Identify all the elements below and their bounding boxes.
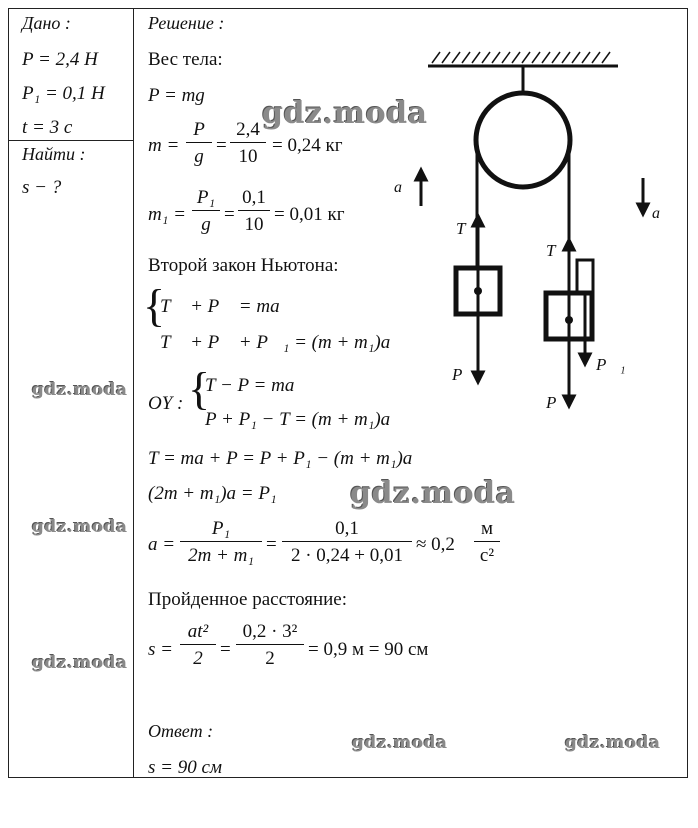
system1-brace: { — [143, 280, 166, 331]
a-lhs: a = — [148, 534, 176, 555]
answer-header: Ответ : — [148, 721, 214, 741]
m-frac2-num: 2,4 — [236, 119, 260, 140]
a-frac2-num: 0,1 — [335, 518, 359, 539]
watermark: gdz.moda — [262, 96, 428, 131]
watermark: gdz.moda — [350, 476, 516, 511]
P-formula: P = mg — [148, 85, 205, 106]
s-eq1: = — [220, 639, 231, 660]
s-frac2-den: 2 — [236, 644, 304, 668]
label-a-up: a⃗ — [394, 179, 415, 196]
weight-title: Вес тела: — [148, 49, 223, 70]
system2-brace: { — [188, 363, 211, 414]
m-result: = 0,24 кг — [272, 135, 343, 156]
system2-line1: T − P = ma — [205, 375, 295, 396]
label-T-left: T⃗ — [456, 219, 479, 238]
solution-header: Решение : — [148, 13, 225, 33]
watermark: gdz.moda — [32, 653, 128, 673]
label-P-right: P⃗ — [546, 393, 570, 412]
system2-line2: P + P₁ − T = (m + m₁)a — [205, 409, 391, 430]
a-frac1-num: P₁ — [211, 518, 231, 539]
s-lhs: s = — [148, 639, 173, 660]
watermark: gdz.moda — [565, 733, 661, 753]
a-eq1: = — [266, 534, 277, 555]
small-load — [577, 260, 593, 293]
find-s: s − ? — [22, 177, 62, 198]
m1-frac1-den: g — [192, 210, 220, 234]
distance-title: Пройденное расстояние: — [148, 589, 348, 610]
given-header: Дано : — [22, 13, 71, 33]
system1-line1: T⃗ + P⃗ = ma⃗ — [160, 296, 295, 317]
m1-frac2-den: 10 — [238, 210, 270, 234]
a-frac2-den: 2 · 0,24 + 0,01 — [282, 541, 412, 565]
label-P-left: P⃗ — [452, 365, 476, 384]
m-frac1-num: P — [193, 119, 205, 140]
s-frac2-num: 0,2 · 3² — [242, 621, 298, 642]
m-eq1: = — [216, 135, 227, 156]
watermark: gdz.moda — [352, 733, 448, 753]
m1-result: = 0,01 кг — [274, 204, 345, 225]
ceiling-hatching — [432, 52, 610, 63]
m1-frac2-num: 0,1 — [242, 187, 266, 208]
watermark: gdz.moda — [32, 517, 128, 537]
given-P1: P₁ = 0,1 Н — [22, 83, 105, 104]
s-frac1-num: at² — [187, 621, 209, 642]
m1-eq1: = — [224, 204, 235, 225]
a-approx: ≈ 0,2 — [416, 534, 455, 555]
s-frac1-den: 2 — [180, 644, 216, 668]
watermark: gdz.moda — [32, 380, 128, 400]
label-P1: P⃗₁ — [596, 355, 626, 374]
s-result: = 0,9 м = 90 см — [308, 639, 429, 660]
label-T-right: T⃗ — [546, 241, 569, 260]
eq-T: T = ma + P = P + P₁ − (m + m₁)a — [148, 448, 413, 469]
m1-lhs: m₁ = — [148, 204, 186, 225]
eq-2m: (2m + m₁)a = P₁ — [148, 483, 277, 504]
find-header: Найти : — [22, 144, 86, 164]
a-unit-den: с² — [474, 541, 500, 565]
given-P: P = 2,4 Н — [22, 49, 98, 70]
label-a-down: a⃗ — [652, 205, 673, 222]
system1-line2: T⃗ + P⃗ + P⃗₁ = (m + m₁)a⃗ — [160, 332, 405, 353]
pulley-wheel — [476, 93, 570, 187]
m1-frac1-num: P₁ — [196, 187, 216, 208]
m-frac2-den: 10 — [230, 142, 266, 166]
oy-label: OY : — [148, 393, 184, 414]
answer-value: s = 90 см — [148, 757, 223, 778]
newton-title: Второй закон Ньютона: — [148, 255, 339, 276]
a-frac1-den: 2m + m₁ — [180, 541, 262, 565]
given-t: t = 3 с — [22, 117, 73, 138]
m-lhs: m = — [148, 135, 180, 156]
a-unit-num: м — [480, 518, 494, 539]
m-frac1-den: g — [186, 142, 212, 166]
